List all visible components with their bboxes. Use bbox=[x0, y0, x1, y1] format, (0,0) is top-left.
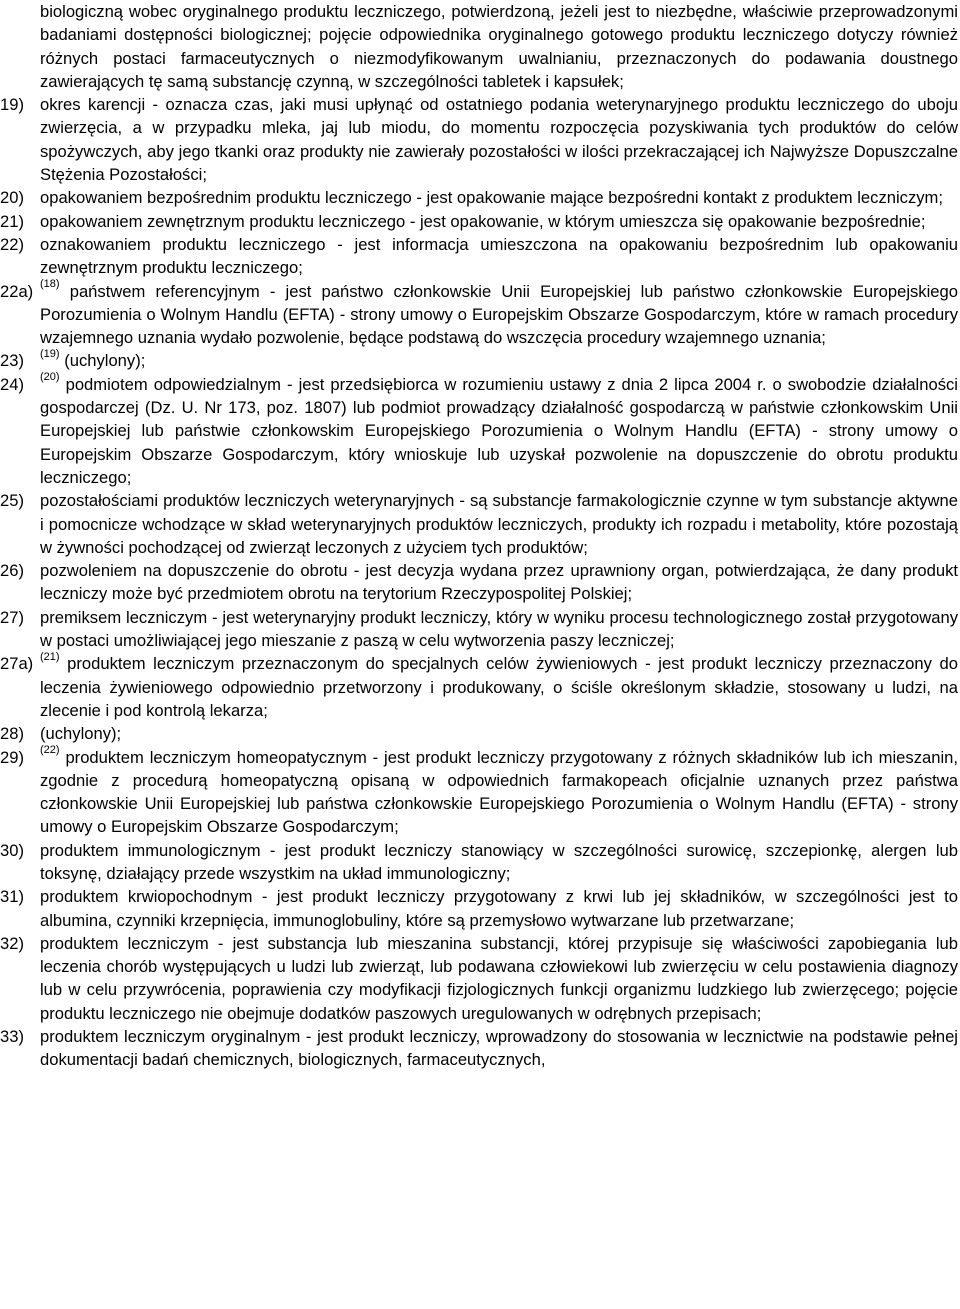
footnote-ref: (19) bbox=[40, 347, 60, 360]
footnote-ref: (22) bbox=[40, 743, 60, 756]
item-text: (uchylony); bbox=[40, 724, 122, 744]
item-number: 29) bbox=[0, 747, 24, 767]
definition-item-27a bbox=[0, 652, 958, 722]
item-number: 22a) bbox=[0, 281, 34, 301]
item-text: oznakowaniem produktu leczniczego - jest informacja umieszczona na opakowaniu bezpośrednim lub opakowaniu zewnętrznym produktu leczniczego; bbox=[40, 234, 958, 278]
item-text: państwem referencyjnym - jest państwo członkowskie Unii Europejskiej lub państwo członkowskie Europejskiego Porozumienia o Wolnym Handlu (EFTA) - strony umowy o Europejskim Obszarze Gospodarczym, które w ramach procedury wzajemnego uznania wydało pozwolenie, będące podstawą do wszczęcia procedury wzajemnego uznania; bbox=[40, 281, 958, 348]
item-text: premiksem leczniczym - jest weterynaryjny produkt leczniczy, który w wyniku procesu technologicznego został przygotowany w postaci umożliwiającej jego mieszanie z paszą w celu wytworzenia paszy leczniczej; bbox=[40, 607, 958, 651]
item-text: produktem krwiopochodnym - jest produkt leczniczy przygotowany z krwi lub jej składników, w szczególności jest to albumina, czynniki krzepnięcia, immunoglobuliny, które są przemysłowo wytwarzane lub przetwarzane; bbox=[40, 887, 958, 930]
item-number: 33) bbox=[0, 1027, 24, 1047]
footnote-ref: (18) bbox=[40, 278, 60, 291]
definition-item-30 bbox=[0, 839, 958, 886]
item-text: produktem leczniczym oryginalnym - jest produkt leczniczy, wprowadzony do stosowania w lecznictwie na podstawie pełnej dokumentacji badań chemicznych, biologicznych, farmaceutycznych, bbox=[40, 1027, 958, 1070]
item-number: 26) bbox=[0, 561, 24, 581]
item-number: 32) bbox=[0, 933, 24, 953]
definition-item-33 bbox=[0, 1025, 958, 1072]
definition-item-26 bbox=[0, 559, 958, 606]
item-text: pozwoleniem na dopuszczenie do obrotu - jest decyzja wydana przez uprawniony organ, potwierdzająca, że dany produkt leczniczy może być przedmiotem obrotu na terytorium Rzeczypospolitej Polskiej; bbox=[40, 561, 958, 604]
definition-item-29 bbox=[0, 743, 958, 839]
definition-item-19 bbox=[0, 93, 958, 186]
definition-item-22a bbox=[0, 280, 958, 350]
item-number: 20) bbox=[0, 188, 24, 208]
item-number: 21) bbox=[0, 211, 24, 231]
definition-item-32 bbox=[0, 932, 958, 1025]
item-number: 23) bbox=[0, 351, 24, 371]
item-text: okres karencji - oznacza czas, jaki musi upłynąć od ostatniego podania weterynaryjnego produktu leczniczego do uboju zwierzęcia, a w przypadku mleka, jaj lub miodu, do momentu rozpoczęcia pozyskiwania tych produktów do celów spożywczych, aby jego tkanki oraz produkty nie zawierały pozostałości w ilości przekraczającej ich Najwyższe Dopuszczalne Stężenia Pozostałości; bbox=[40, 95, 958, 185]
definition-item-27 bbox=[0, 606, 958, 653]
intro-paragraph: biologiczną wobec oryginalnego produktu leczniczego, potwierdzoną, jeżeli jest to niezbędne, właściwie przeprowadzonymi badaniami dostępności biologicznej; pojęcie odpowiednika oryginalnego gotowego produktu leczniczego dotyczy również różnych postaci farmaceutycznych o niezmodyfikowanym uwalnianiu, przeznaczonych do podawania doustnego zawierających tę samą substancję czynną, w szczególności tabletek i kapsułek; bbox=[40, 2, 958, 91]
item-text: podmiotem odpowiedzialnym - jest przedsiębiorca w rozumieniu ustawy z dnia 2 lipca 2004 r. o swobodzie działalności gospodarczej (Dz. U. Nr 173, poz. 1807) lub podmiot prowadzący działalność gospodarczą w państwie członkowskim Unii Europejskiej lub państwie członkowskim Europejskiego Porozumienia o Wolnym Handlu (EFTA) - strony umowy o Europejskim Obszarze Gospodarczym, który wnioskuje lub uzyskał pozwolenie na dopuszczenie do obrotu produktu leczniczego; bbox=[40, 374, 958, 487]
definition-item-25 bbox=[0, 489, 958, 559]
item-number: 25) bbox=[0, 491, 24, 511]
item-number: 28) bbox=[0, 724, 24, 744]
item-text: (uchylony); bbox=[64, 351, 146, 371]
item-text: produktem leczniczym - jest substancja lub mieszanina substancji, której przypisuje się właściwości zapobiegania lub leczenia chorób występujących u ludzi lub zwierząt, lub podawana człowiekowi lub zwierzęciu w celu postawienia diagnozy lub w celu przywrócenia, poprawienia czy modyfikacji fizjologicznych funkcji organizmu ludzkiego lub zwierzęcego; pojęcie produktu leczniczego nie obejmuje dodatków paszowych uregulowanych w odrębnych przepisach; bbox=[40, 933, 958, 1023]
item-text: pozostałościami produktów leczniczych weterynaryjnych - są substancje farmakologicznie czynne w tym substancje aktywne i pomocnicze wchodzące w skład weterynaryjnych produktów leczniczych, produkty ich rozpadu i metabolity, które pozostają w żywności pochodzącej od zwierząt leczonych z użyciem tych produktów; bbox=[40, 491, 958, 557]
definition-item-20 bbox=[0, 186, 958, 209]
definition-item-22 bbox=[0, 233, 958, 280]
footnote-ref: (21) bbox=[40, 650, 60, 663]
definition-item-23 bbox=[0, 349, 958, 372]
item-number: 31) bbox=[0, 887, 24, 907]
item-text: opakowaniem bezpośrednim produktu leczniczego - jest opakowanie mające bezpośredni kontakt z produktem leczniczym; bbox=[40, 188, 943, 208]
definition-item-31 bbox=[0, 885, 958, 932]
definition-item-24 bbox=[0, 373, 958, 489]
item-number: 19) bbox=[0, 95, 24, 115]
item-text: opakowaniem zewnętrznym produktu leczniczego - jest opakowanie, w którym umieszcza się opakowanie bezpośrednie; bbox=[40, 211, 926, 231]
item-text: produktem immunologicznym - jest produkt leczniczy stanowiący w szczególności surowicę, szczepionkę, alergen lub toksynę, działający przede wszystkim na układ immunologiczny; bbox=[40, 840, 958, 883]
item-number: 22) bbox=[0, 234, 24, 254]
footnote-ref: (20) bbox=[40, 371, 60, 384]
item-number: 30) bbox=[0, 840, 24, 860]
item-text: produktem leczniczym przeznaczonym do specjalnych celów żywieniowych - jest produkt leczniczy przeznaczony do leczenia żywieniowego odpowiednio przetworzony i produkowany, o ściśle określonym składzie, stosowany u ludzi, na zlecenie i pod kontrolą lekarza; bbox=[40, 654, 958, 720]
item-number: 24) bbox=[0, 374, 24, 394]
definition-item-21 bbox=[0, 210, 958, 233]
item-text: produktem leczniczym homeopatycznym - jest produkt leczniczy przygotowany z różnych składników lub ich mieszanin, zgodnie z procedurą homeopatyczną opisaną w odpowiednich farmakopeach oficjalnie uznanych przez państwa członkowskie Unii Europejskiej lub państwa członkowskie Europejskiego Porozumienia o Wolnym Handlu (EFTA) - strony umowy o Europejskim Obszarze Gospodarczym; bbox=[40, 747, 958, 837]
item-number: 27) bbox=[0, 607, 24, 627]
item-number: 27a) bbox=[0, 654, 34, 674]
definition-item-28 bbox=[0, 722, 958, 745]
